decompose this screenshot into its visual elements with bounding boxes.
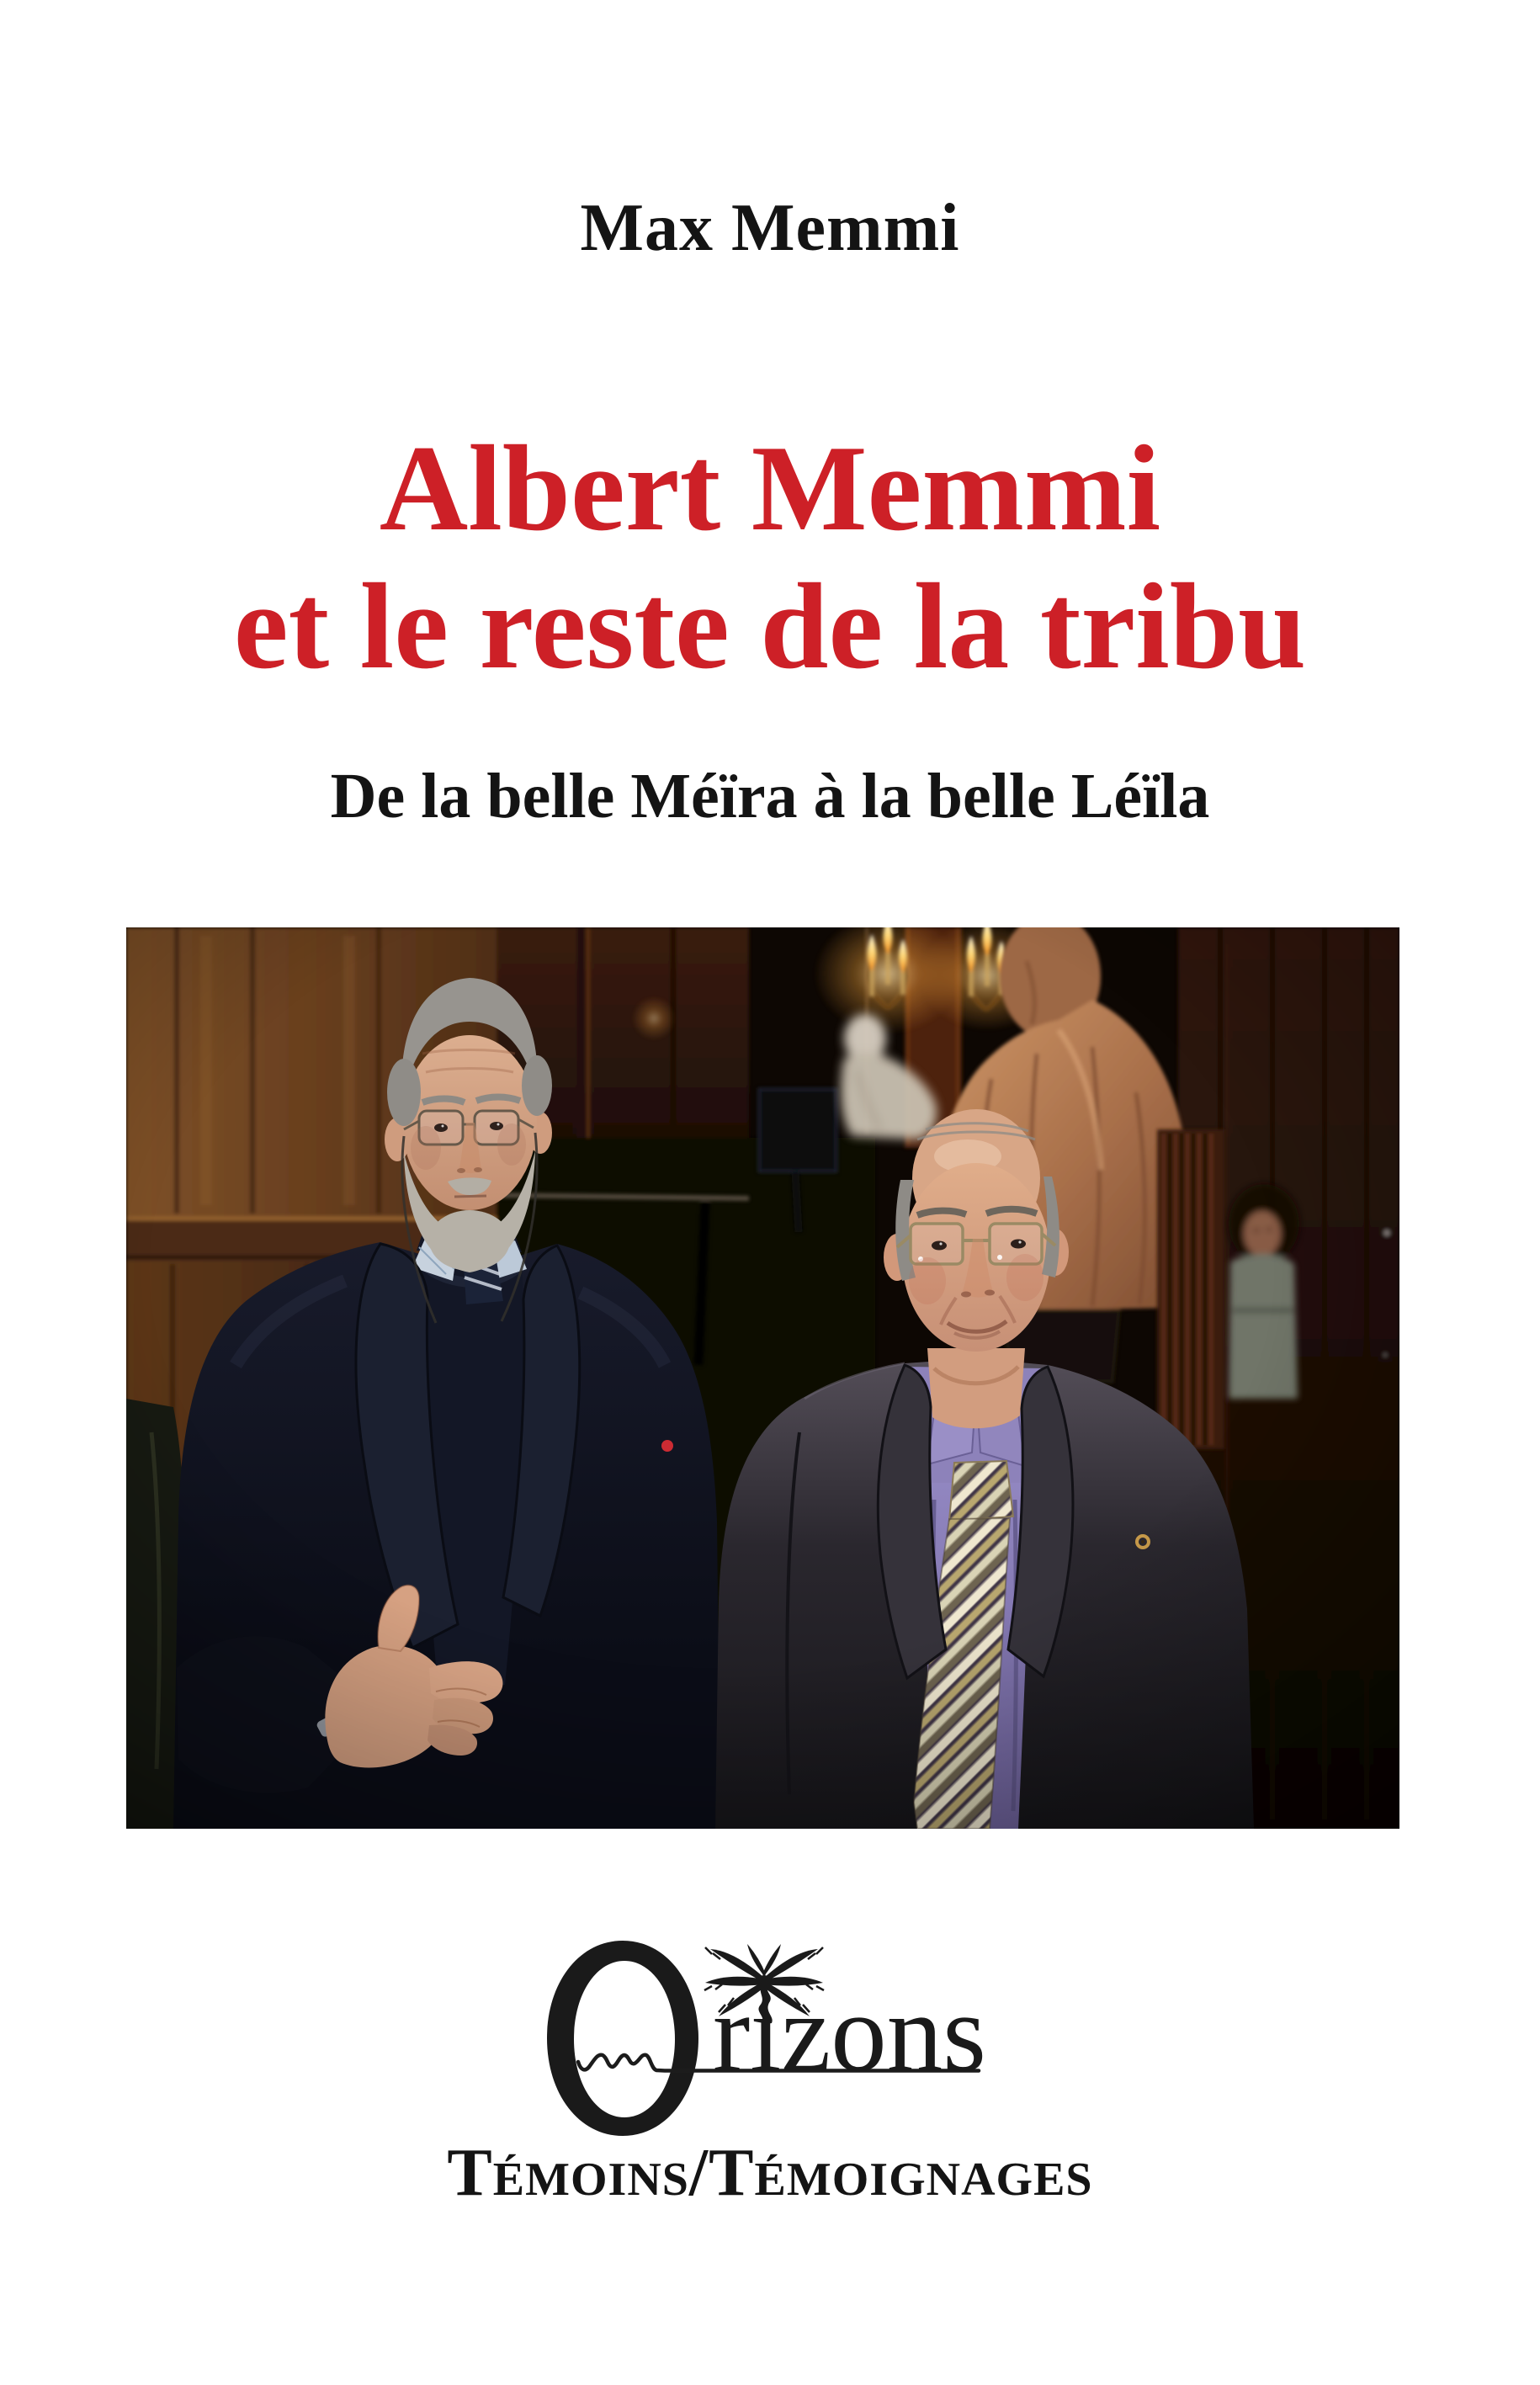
cover-photograph — [126, 927, 1399, 1829]
author-name: Max Memmi — [580, 191, 960, 265]
orizons-logo-graphic — [454, 1910, 1128, 2150]
logo-wordmark: rızons — [713, 1970, 986, 2095]
photo-vignette — [126, 927, 1399, 1829]
book-title — [0, 419, 1540, 695]
title-line-2: et le reste de la tribu — [233, 558, 1307, 694]
logo-letter-o — [547, 1941, 698, 2136]
title-line-1: Albert Memmi — [379, 420, 1161, 556]
series-name: Témoins/Témoignages — [447, 2136, 1093, 2210]
book-subtitle: De la belle Méïra à la belle Léïla — [330, 761, 1210, 831]
publisher-logo — [454, 1910, 1128, 2150]
